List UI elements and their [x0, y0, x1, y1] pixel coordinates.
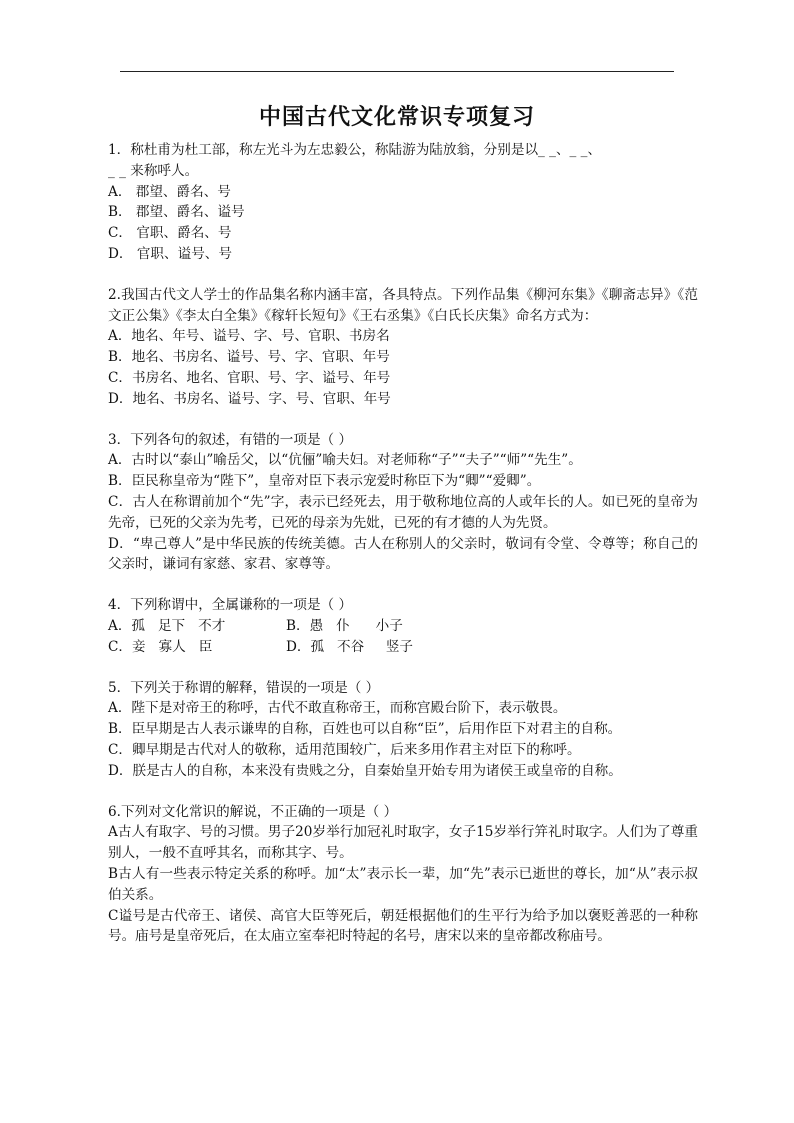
- question-1: [108, 140, 698, 265]
- option-b: B．愚 仆 小子: [286, 617, 403, 634]
- option-c: C谥号是古代帝王、诸侯、高官大臣等死后，朝廷根据他们的生平行为给予加以褒贬善恶的一种称号。庙号是皇帝死后，在太庙立室奉祀时特起的名号，唐宋以来的皇帝都改称庙号。: [108, 907, 698, 945]
- option-a: A． 郡望、爵名、号: [108, 183, 231, 200]
- document-body: [108, 140, 698, 947]
- question-stem: 4．下列称谓中，全属谦称的一项是（ ）: [108, 597, 353, 614]
- option-d: D．朕是古人的自称，本来没有贵贱之分，自秦始皇开始专用为诸侯王或皇帝的自称。: [108, 762, 622, 779]
- question-stem: 2.我国古代文人学士的作品集名称内涵丰富，各具特点。下列作品集《柳河东集》《聊斋志异》《范文正公集》《李太白全集》《稼轩长短句》《王右丞集》《白氏长庆集》命名方式为：: [108, 286, 698, 324]
- option-b: B． 郡望、爵名、谥号: [108, 204, 245, 221]
- question-3: [108, 430, 698, 576]
- option-a: A．地名、年号、谥号、字、号、官职、书房名: [108, 328, 390, 345]
- option-a: A．孤 足下 不才: [108, 617, 226, 634]
- question-stem: 1．称杜甫为杜工部，称左光斗为左忠毅公，称陆游为陆放翁，分别是以_ _、_ _、: [108, 142, 602, 158]
- option-d: D．孤 不谷 竖子: [286, 638, 414, 655]
- question-stem-cont: _ _ 来称呼人。: [108, 162, 199, 179]
- option-b: B．臣民称皇帝为“陛下”，皇帝对臣下表示宠爱时称臣下为“卿”“爱卿”。: [108, 473, 541, 490]
- option-c: C．书房名、地名、官职、号、字、谥号、年号: [108, 369, 391, 386]
- option-row-ab: [108, 616, 698, 637]
- question-6: [108, 802, 698, 948]
- option-row-cd: [108, 637, 698, 658]
- question-stem: 3．下列各句的叙述，有错的一项是（ ）: [108, 431, 353, 448]
- question-stem: 5．下列关于称谓的解释，错误的一项是（ ）: [108, 679, 380, 696]
- option-c: C．妾 寡人 臣: [108, 638, 213, 655]
- header-rule: [120, 71, 674, 72]
- option-d: D．地名、书房名、谥号、字、号、官职、年号: [108, 390, 391, 407]
- option-c: C．古人在称谓前加个“先”字，表示已经死去，用于敬称地位高的人或年长的人。如已死的皇帝为先帝，已死的父亲为先考，已死的母亲为先妣，已死的有才德的人为先贤。: [108, 493, 698, 531]
- option-c: C．卿早期是古代对人的敬称，适用范围较广，后来多用作君主对臣下的称呼。: [108, 741, 581, 758]
- option-d: D． 官职、谥号、号: [108, 245, 232, 262]
- option-b: B．臣早期是古人表示谦卑的自称，百姓也可以自称“臣”，后用作臣下对君主的自称。: [108, 721, 622, 738]
- option-a: A．古时以“泰山”喻岳父，以“伉俪”喻夫妇。对老师称“子”“夫子”“师”“先生”。: [108, 452, 582, 469]
- question-5: [108, 678, 698, 782]
- question-2: [108, 285, 698, 410]
- page-title: 中国古代文化常识专项复习: [258, 105, 535, 130]
- option-a: A．陛下是对帝王的称呼，古代不敢直称帝王，而称宫殿台阶下，表示敬畏。: [108, 700, 567, 717]
- option-a: A古人有取字、号的习惯。男子20岁举行加冠礼时取字，女子15岁举行笄礼时取字。人们为了尊重别人，一般不直呼其名，而称其字、号。: [108, 824, 698, 862]
- option-b: B．地名、书房名、谥号、号、字、官职、年号: [108, 349, 390, 366]
- option-d: D．“卑己尊人”是中华民族的传统美德。古人在称别人的父亲时，敬词有令堂、令尊等；称自己的父亲时，谦词有家慈、家君、家尊等。: [108, 535, 698, 573]
- option-c: C． 官职、爵名、号: [108, 225, 232, 242]
- question-stem: 6.下列对文化常识的解说，不正确的一项是（ ）: [108, 803, 398, 820]
- question-4: [108, 595, 698, 657]
- option-b: B古人有一些表示特定关系的称呼。加“太”表示长一辈，加“先”表示已逝世的尊长，加“从”表示叔伯关系。: [108, 865, 698, 903]
